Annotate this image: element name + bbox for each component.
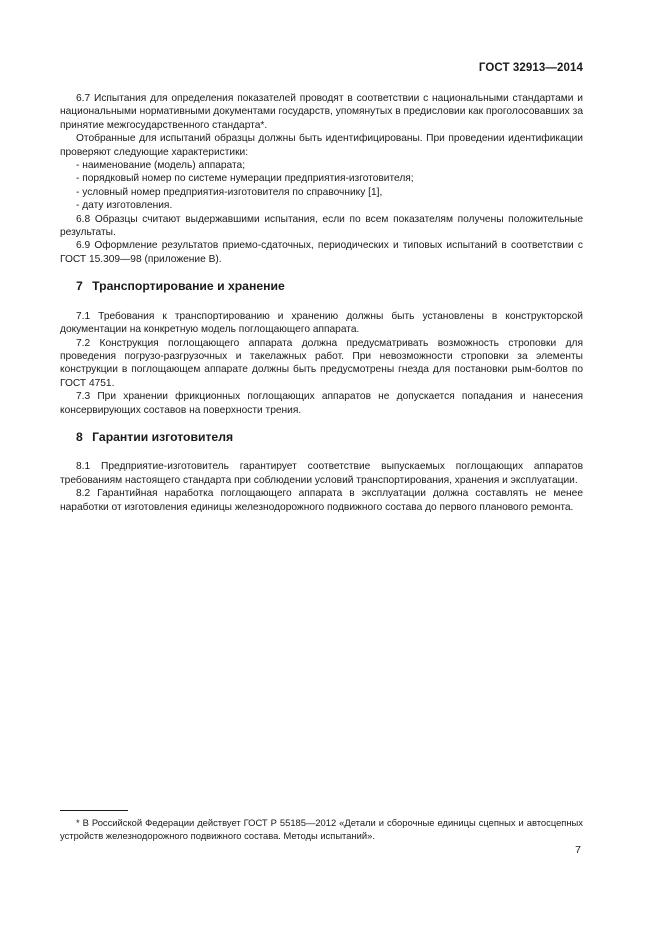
paragraph-8-2: 8.2 Гарантийная наработка поглощающего аппарата в эксплуатации должна составлять не менее наработки от изготовления единицы железнодорожного подвижного состава до первого планового ремонта. <box>60 488 583 513</box>
paragraph-6-7: 6.7 Испытания для определения показателей проводят в соответствии с национальными стандартами и национальными нормативными документами государств, упомянутых в предисловии как проголосовавших за принятие межгосударственного стандарта*. <box>60 93 583 131</box>
paragraph-6-8: 6.8 Образцы считают выдержавшими испытания, если по всем показателям получены положительные результаты. <box>60 213 583 239</box>
section-8-title: Гарантии изготовителя <box>92 429 234 444</box>
document-code: ГОСТ 32913—2014 <box>478 62 583 74</box>
list-item: - дату изготовления. <box>76 200 173 212</box>
section-7-title: Транспортирование и хранение <box>92 279 285 294</box>
footnote-separator <box>60 810 128 811</box>
paragraph-7-3: 7.3 При хранении фрикционных поглощающих аппаратов не допускается попадания и нанесения консервирующих составов на поверхности трения. <box>60 391 583 416</box>
paragraph-identification: Отобранные для испытаний образцы должны быть идентифицированы. При проведении идентификации проверяют следующие характеристики: <box>60 133 583 158</box>
paragraph-7-2: 7.2 Конструкция поглощающего аппарата должна предусматривать возможность строповки для проведения погрузо-разгрузочных и такелажных работ. При невозможности строповки за элементы конструкции в поглощающем аппарате должны быть предусмотрены гнезда для постановки рым-болтов по ГОСТ 4751. <box>60 337 583 389</box>
footnote: * В Российской Федерации действует ГОСТ Р 55185—2012 «Детали и сборочные единицы сцепных и автосцепных устройств железнодорожного подвижного состава. Методы испытаний». <box>60 817 583 841</box>
page-body <box>60 92 583 514</box>
paragraph-7-1: 7.1 Требования к транспортированию и хранению должны быть установлены в конструкторской документации на конкретную модель поглощающего аппарата. <box>60 310 583 336</box>
list-item: - условный номер предприятия-изготовителя по справочнику [1], <box>76 186 383 198</box>
section-7-number: 7 <box>76 279 83 294</box>
list-item: - наименование (модель) аппарата; <box>76 160 246 172</box>
list-item: - порядковый номер по системе нумерации предприятия-изготовителя; <box>76 173 414 185</box>
section-7-heading <box>60 280 583 293</box>
section-8-heading <box>60 431 583 444</box>
section-8-number: 8 <box>76 429 83 444</box>
paragraph-8-1: 8.1 Предприятие-изготовитель гарантирует соответствие выпускаемых поглощающих аппаратов требованиям настоящего стандарта при соблюдении условий транспортирования, хранения и эксплуатации. <box>60 461 583 486</box>
paragraph-6-9: 6.9 Оформление результатов приемо-сдаточных, периодических и типовых испытаний в соответствии с ГОСТ 15.309—98 (приложение В). <box>60 240 583 265</box>
page-number: 7 <box>575 844 581 856</box>
